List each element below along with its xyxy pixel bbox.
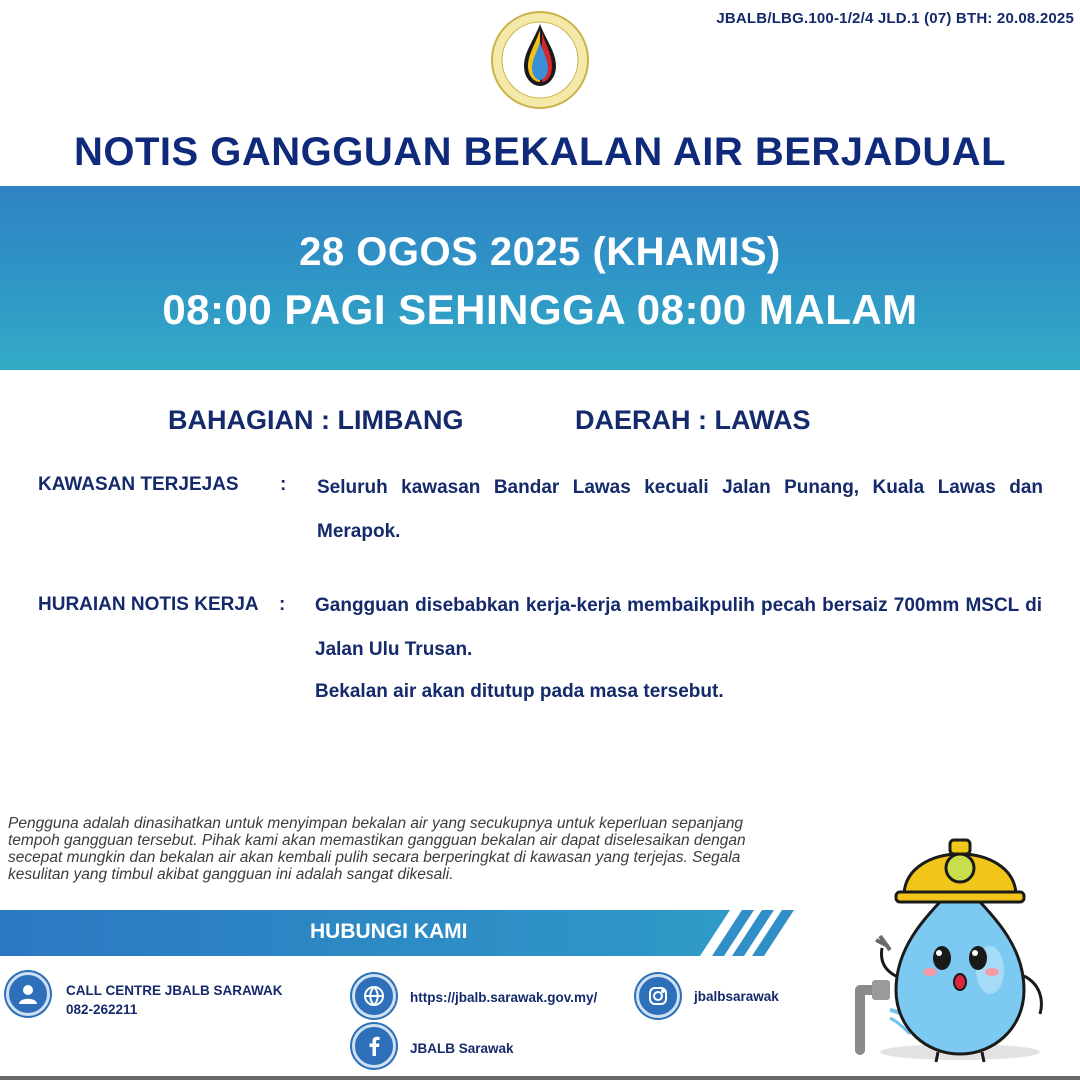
person-icon xyxy=(6,972,50,1016)
advice-text: Pengguna adalah dinasihatkan untuk menyimpan bekalan air yang secukupnya untuk keperluan sepanjang tempoh gangguan tersebut. Pihak kami akan memastikan gangguan bekalan air dapat diselesaikan dengan secepat mungkin dan bekalan air akan kembali pulih secara berperingkat di kawasan yang terjejas. Segala kesulitan yang timbul akibat gangguan ini adalah sangat dikesali. xyxy=(8,815,746,883)
facebook-page[interactable]: JBALB Sarawak xyxy=(410,1041,514,1056)
notice-title: NOTIS GANGGUAN BEKALAN AIR BERJADUAL xyxy=(73,130,1007,174)
work-description-text: Gangguan disebabkan kerja-kerja membaikpulih pecah bersaiz 700mm MSCL di Jalan Ulu Trusan. xyxy=(315,595,1042,660)
instagram-handle[interactable]: jbalbsarawak xyxy=(694,989,779,1004)
water-drop-mascot xyxy=(840,800,1080,1070)
daerah-label: DAERAH : LAWAS xyxy=(575,405,811,435)
affected-area-label: KAWASAN TERJEJAS xyxy=(38,474,239,495)
schedule-banner xyxy=(0,186,1080,370)
globe-icon xyxy=(352,974,396,1018)
facebook-icon xyxy=(352,1024,396,1068)
contact-title: HUBUNGI KAMI xyxy=(310,920,468,943)
instagram-icon xyxy=(636,974,680,1018)
affected-area-colon: : xyxy=(280,474,287,495)
work-description-label: HURAIAN NOTIS KERJA xyxy=(38,594,259,615)
affected-area-text: Seluruh kawasan Bandar Lawas kecuali Jalan Punang, Kuala Lawas dan Merapok. xyxy=(317,477,1043,542)
schedule-time: 08:00 PAGI SEHINGGA 08:00 MALAM xyxy=(162,286,918,333)
call-centre-phone[interactable]: 082-262211 xyxy=(66,1002,138,1017)
bahagian-label: BAHAGIAN : LIMBANG xyxy=(168,405,464,435)
work-description-note: Bekalan air akan ditutup pada masa tersebut. xyxy=(315,681,724,702)
reference-number: JBALB/LBG.100-1/2/4 JLD.1 (07) BTH: 20.08.2025 xyxy=(716,10,1074,27)
jbalb-logo xyxy=(490,10,590,110)
website-link[interactable]: https://jbalb.sarawak.gov.my/ xyxy=(410,990,598,1005)
bottom-divider xyxy=(0,1076,1080,1080)
schedule-date: 28 OGOS 2025 (KHAMIS) xyxy=(299,230,781,274)
call-centre-label: CALL CENTRE JBALB SARAWAK xyxy=(66,983,283,998)
work-description-colon: : xyxy=(279,594,286,615)
